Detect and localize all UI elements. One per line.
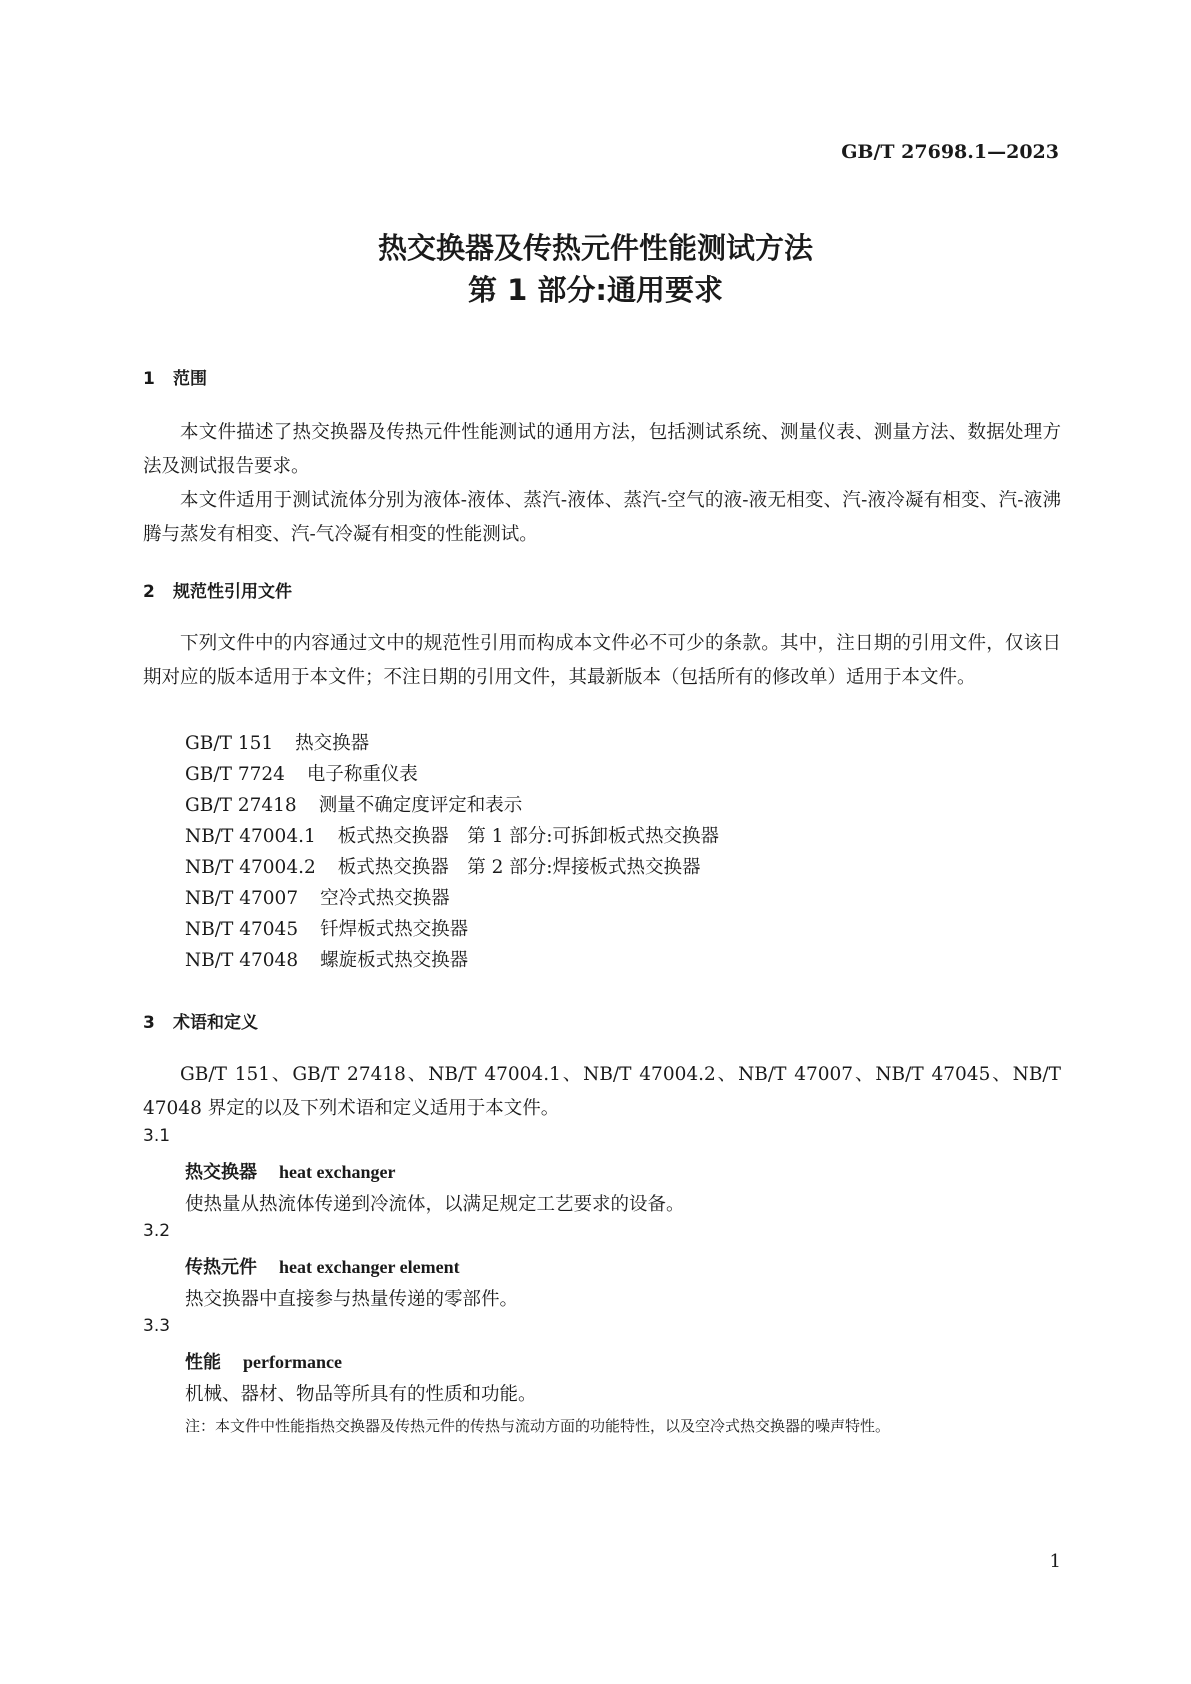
term-en: performance bbox=[243, 1352, 342, 1372]
reference-code: NB/T 47007 bbox=[185, 888, 299, 909]
term-heading bbox=[185, 1253, 460, 1279]
document-title: 热交换器及传热元件性能测试方法 bbox=[377, 231, 813, 265]
reference-code: NB/T 47045 bbox=[185, 919, 299, 940]
reference-name: 板式热交换器 第 1 部分:可拆卸板式热交换器 bbox=[337, 826, 720, 847]
reference-name: 空冷式热交换器 bbox=[320, 888, 450, 909]
term-zh: 热交换器 bbox=[185, 1162, 257, 1183]
paragraph: 本文件适用于测试流体分别为液体-液体、蒸汽-液体、蒸汽-空气的液-液无相变、汽-液冷凝有相变、汽-液沸腾与蒸发有相变、汽-气冷凝有相变的性能测试。 bbox=[143, 490, 1061, 545]
reference-code: NB/T 47048 bbox=[185, 950, 299, 971]
reference-item bbox=[185, 915, 468, 941]
term-number: 3.1 bbox=[143, 1126, 171, 1146]
standard-code: GB/T 27698.1—2023 bbox=[841, 141, 1059, 163]
term-definition: 机械、器材、物品等所具有的性质和功能。 bbox=[185, 1384, 537, 1405]
section-2-heading bbox=[143, 577, 292, 602]
reference-name: 热交换器 bbox=[295, 733, 370, 754]
reference-name: 电子称重仪表 bbox=[306, 764, 418, 785]
paragraph: GB/T 151、GB/T 27418、NB/T 47004.1、NB/T 47004.2、NB/T 47007、NB/T 47045、NB/T 47048 界定的以及下列术语和定义适用于本文件。 bbox=[143, 1064, 1061, 1119]
term-en: heat exchanger bbox=[279, 1162, 396, 1182]
section-1-heading bbox=[143, 364, 207, 389]
reference-item bbox=[185, 822, 719, 848]
section-number: 1 bbox=[143, 369, 155, 389]
section-number: 2 bbox=[143, 582, 155, 602]
reference-name: 钎焊板式热交换器 bbox=[320, 919, 469, 940]
paragraph: 本文件描述了热交换器及传热元件性能测试的通用方法，包括测试系统、测量仪表、测量方法、数据处理方法及测试报告要求。 bbox=[143, 422, 1061, 477]
note: 注：本文件中性能指热交换器及传热元件的传热与流动方面的功能特性，以及空冷式热交换器的噪声特性。 bbox=[185, 1417, 891, 1435]
reference-code: GB/T 27418 bbox=[185, 795, 297, 816]
term-zh: 性能 bbox=[185, 1352, 221, 1373]
term-zh: 传热元件 bbox=[185, 1257, 257, 1278]
term-heading bbox=[185, 1348, 342, 1374]
reference-item bbox=[185, 884, 450, 910]
reference-item bbox=[185, 946, 468, 972]
reference-item bbox=[185, 853, 701, 879]
reference-code: NB/T 47004.2 bbox=[185, 857, 316, 878]
reference-code: GB/T 7724 bbox=[185, 764, 285, 785]
paragraph: 下列文件中的内容通过文中的规范性引用而构成本文件必不可少的条款。其中，注日期的引用文件，仅该日期对应的版本适用于本文件；不注日期的引用文件，其最新版本（包括所有的修改单）适用于本文件。 bbox=[143, 633, 1061, 688]
section-title: 规范性引用文件 bbox=[173, 582, 292, 602]
reference-item bbox=[185, 729, 369, 755]
term-number: 3.3 bbox=[143, 1316, 171, 1336]
reference-item bbox=[185, 791, 522, 817]
section-number: 3 bbox=[143, 1013, 155, 1033]
reference-name: 测量不确定度评定和表示 bbox=[318, 795, 523, 816]
reference-name: 螺旋板式热交换器 bbox=[320, 950, 469, 971]
term-en: heat exchanger element bbox=[279, 1257, 460, 1277]
reference-code: GB/T 151 bbox=[185, 733, 274, 754]
section-2-intro bbox=[143, 627, 1061, 695]
reference-name: 板式热交换器 第 2 部分:焊接板式热交换器 bbox=[337, 857, 701, 878]
reference-code: NB/T 47004.1 bbox=[185, 826, 316, 847]
reference-item bbox=[185, 760, 418, 786]
term-definition: 使热量从热流体传递到冷流体，以满足规定工艺要求的设备。 bbox=[185, 1194, 685, 1215]
section-3-heading bbox=[143, 1008, 258, 1033]
term-definition: 热交换器中直接参与热量传递的零部件。 bbox=[185, 1289, 519, 1310]
section-title: 术语和定义 bbox=[173, 1013, 258, 1033]
term-number: 3.2 bbox=[143, 1221, 171, 1241]
section-title: 范围 bbox=[173, 369, 207, 389]
page-number: 1 bbox=[1049, 1551, 1061, 1572]
section-3-intro bbox=[143, 1058, 1061, 1126]
term-heading bbox=[185, 1158, 395, 1184]
section-1-body bbox=[143, 416, 1061, 552]
document-subtitle: 第 1 部分:通用要求 bbox=[468, 273, 723, 307]
